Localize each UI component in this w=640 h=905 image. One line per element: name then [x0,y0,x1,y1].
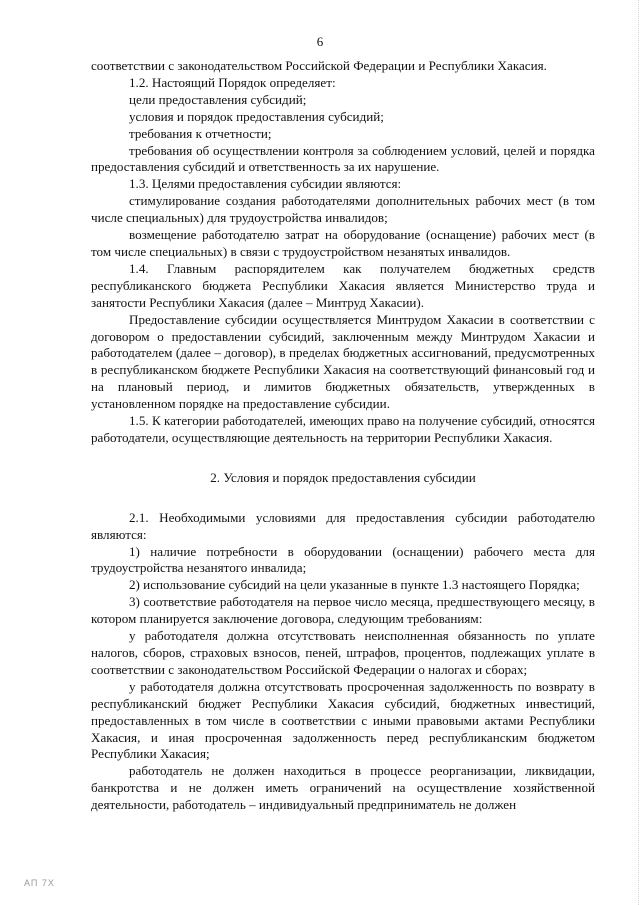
paragraph: стимулирование создания работодателями дополнительных рабочих мест (в том числе специальных) для трудоустройства инвалидов; [91,193,595,226]
section-heading: 2. Условия и порядок предоставления субсидии [210,469,476,485]
page-number: 6 [316,34,324,49]
paragraph: условия и порядок предоставления субсидий; [129,108,384,124]
paragraph: 1.4. Главным распорядителем как получателем бюджетных средств республиканского бюджета Республики Хакасия является Министерство труда и занятости Республики Хакасия (далее – Минтруд Хакасии). [91,260,595,310]
paragraph: у работодателя должна отсутствовать просроченная задолженность по возврату в республиканский бюджет Республики Хакасия субсидий, бюджетных инвестиций, предоставленных в том числе в соответствии с иными правовыми актами Республики Хакасия, и иная просроченная задолженность перед республиканским бюджетом Республики Хакасия; [91,678,595,762]
paragraph: 2.1. Необходимыми условиями для предоставления субсидии работодателю являются: [91,509,595,542]
paragraph: возмещение работодателю затрат на оборудование (оснащение) рабочих мест (в том числе специальных) в связи с трудоустройством незанятых инвалидов. [91,227,595,259]
footer-code: АП 7Х [24,878,55,888]
document-body [91,58,595,814]
paragraph: 1.2. Настоящий Порядок определяет: [129,74,336,90]
scan-edge [636,0,639,905]
paragraph: 3) соответствие работодателя на первое число месяца, предшествующего месяцу, в котором планируется заключение договора, следующим требованиям: [91,594,595,627]
paragraph: работодатель не должен находиться в процессе реорганизации, ликвидации, банкротства и не должен иметь ограничений на осуществление хозяйственной деятельности, работодатель – индивидуальный предприниматель не должен [91,763,595,813]
paragraph: соответствии с законодательством Российской Федерации и Республики Хакасия. [91,58,547,73]
paragraph: требования об осуществлении контроля за соблюдением условий, целей и порядка предоставления субсидий и ответственность за их нарушение. [91,142,595,175]
paragraph: 1.5. К категории работодателей, имеющих право на получение субсидий, относятся работодатели, осуществляющие деятельность на территории Республики Хакасия. [91,413,595,445]
paragraph: 1.3. Целями предоставления субсидии являются: [129,176,402,192]
paragraph: требования к отчетности; [129,125,272,141]
paragraph: 2) использование субсидий на цели указанные в пункте 1.3 настоящего Порядка; [129,577,580,593]
paragraph: 1) наличие потребности в оборудовании (оснащении) рабочего места для трудоустройства незанятого инвалида; [91,543,595,576]
paragraph: Предоставление субсидии осуществляется Минтрудом Хакасии в соответствии с договором о предоставлении субсидий, заключенным между Минтрудом Хакасии и работодателем (далее – договор), в пределах бюджетных ассигнований, предусмотренных в республиканском бюджете Республики Хакасия на соответствующий финансовый год и на плановый период, и лимитов бюджетных обязательств, утвержденных в установленном порядке на предоставление субсидии. [91,311,595,412]
paragraph: у работодателя должна отсутствовать неисполненная обязанность по уплате налогов, сборов, страховых взносов, пеней, штрафов, процентов, подлежащих уплате в соответствии с законодательством Российской Федерации о налогах и сборах; [91,628,595,677]
paragraph: цели предоставления субсидий; [129,91,307,107]
